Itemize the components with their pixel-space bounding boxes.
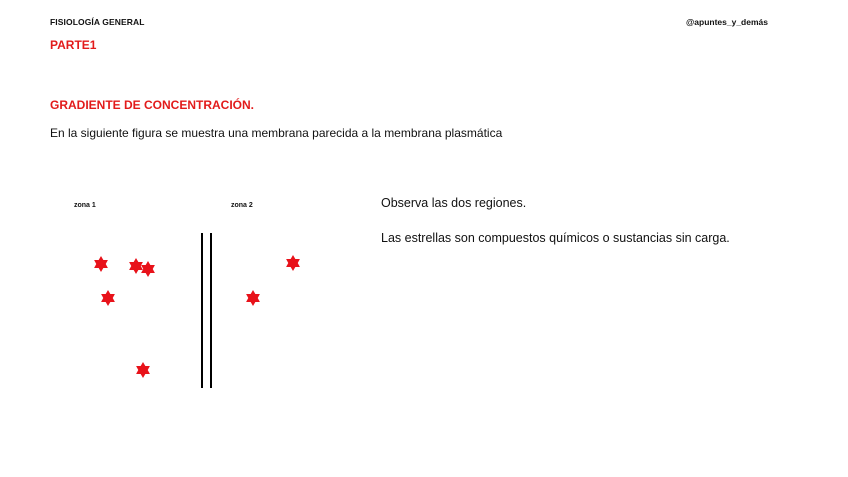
zone2-star-icon xyxy=(245,290,261,306)
membrane-line-right xyxy=(210,233,212,388)
zone2-star-icon xyxy=(285,255,301,271)
observe-text: Observa las dos regiones. xyxy=(381,196,527,210)
zone1-star-icon xyxy=(100,290,116,306)
zone2-label: zona 2 xyxy=(231,202,253,209)
intro-text: En la siguiente figura se muestra una membrana parecida a la membrana plasmática xyxy=(50,126,503,140)
stars-description: Las estrellas son compuestos químicos o sustancias sin carga. xyxy=(381,231,730,245)
zone1-star-icon xyxy=(135,362,151,378)
zone1-star-icon xyxy=(93,256,109,272)
section-title: GRADIENTE DE CONCENTRACIÓN. xyxy=(50,98,255,112)
zone1-star-icon xyxy=(140,261,156,277)
course-header: FISIOLOGÍA GENERAL xyxy=(50,17,145,27)
zone1-label: zona 1 xyxy=(74,202,96,209)
author-handle: @apuntes_y_demás xyxy=(686,17,768,27)
membrane-line-left xyxy=(201,233,203,388)
part-title: PARTE1 xyxy=(50,38,97,52)
